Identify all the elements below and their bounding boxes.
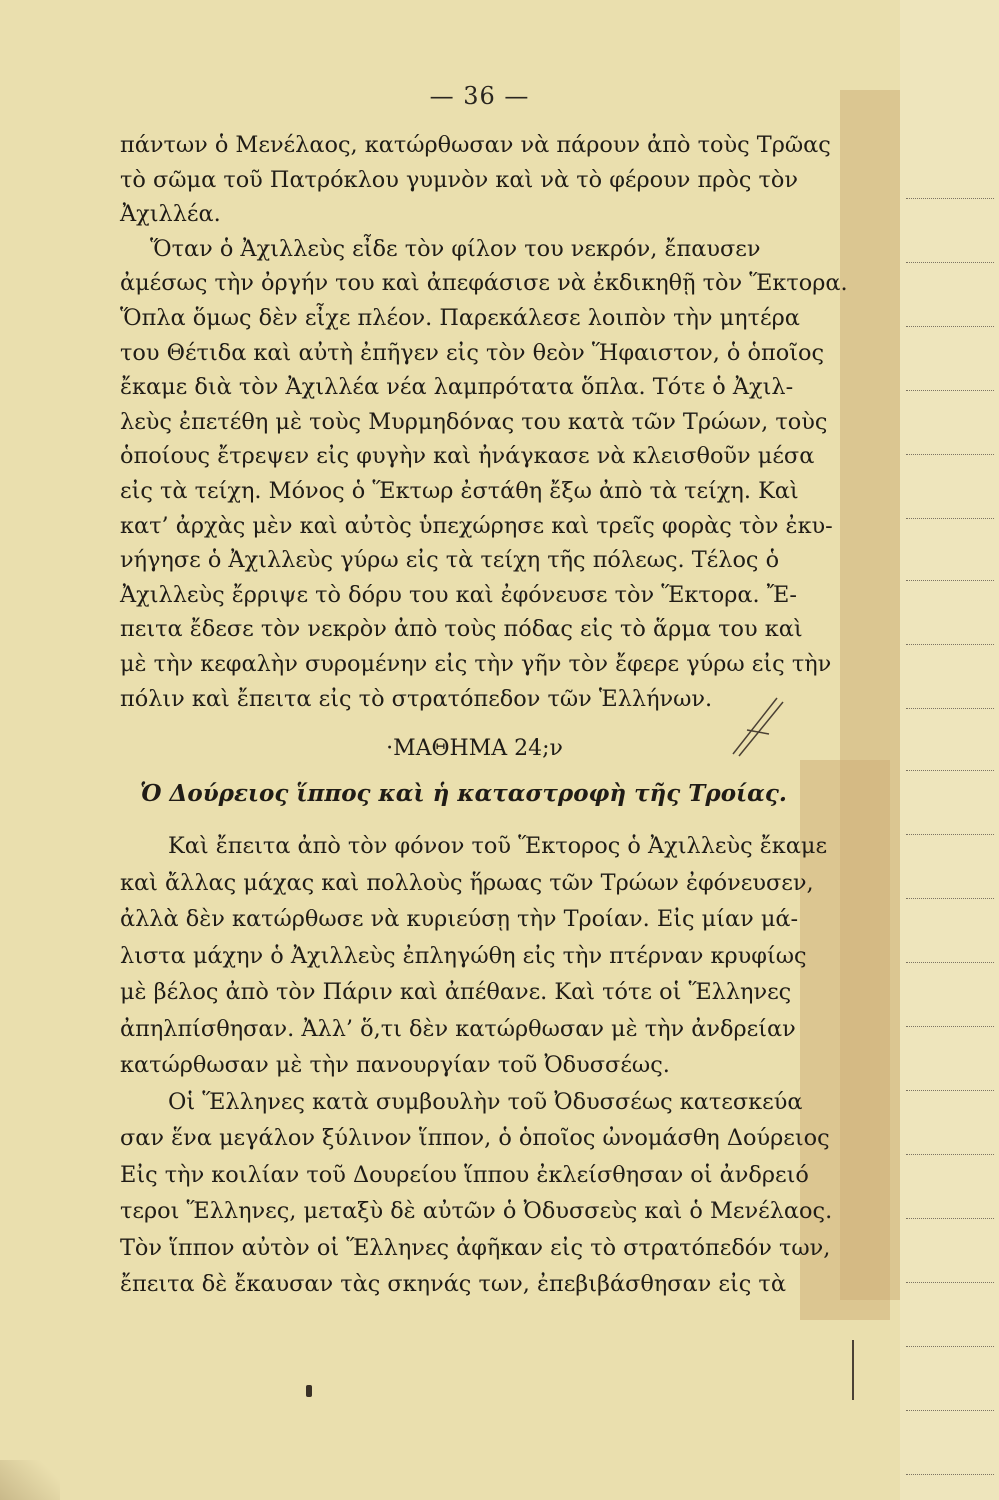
text-line: Ὅπλα ὅμως δὲν εἶχε πλέον. Παρεκάλεσε λοιπὸν τὴν μητέρα	[120, 304, 800, 331]
margin-dotted-line	[906, 708, 994, 709]
text-line: Ἀχιλλέα.	[120, 201, 221, 228]
text-line: Ἀχιλλεὺς ἔρριψε τὸ δόρυ του καὶ ἐφόνευσε τὸν Ἕκτορα. Ἔ-	[120, 581, 797, 608]
text-line: λεὺς ἐπετέθη μὲ τοὺς Μυρμηδόνας του κατὰ τῶν Τρώων, τοὺς	[120, 408, 828, 435]
margin-dotted-line	[906, 580, 994, 581]
text-line: σαν ἕνα μεγάλον ξύλινον ἵππον, ὁ ὁποῖος ὠνομάσθη Δούρειος	[120, 1125, 830, 1151]
lesson-title: Ὁ Δούρειος ἵππος καὶ ἡ καταστροφὴ τῆς Τροίας.	[140, 780, 787, 807]
text-line: λιστα μάχην ὁ Ἀχιλλεὺς ἐπληγώθη εἰς τὴν πτέρναν κρυφίως	[120, 942, 807, 969]
margin-dotted-line	[906, 454, 994, 455]
margin-dotted-line	[906, 262, 994, 263]
text-line: καὶ ἄλλας μάχας καὶ πολλοὺς ἥρωας τῶν Τρώων ἐφόνευσεν,	[120, 869, 814, 896]
text-line: Ὅταν ὁ Ἀχιλλεὺς εἶδε τὸν φίλον του νεκρόν, ἔπαυσεν	[150, 235, 761, 262]
lesson-heading-text: ·ΜΑΘΗΜΑ 24;ν	[386, 736, 563, 761]
text-line: κατώρθωσαν μὲ τὴν πανουργίαν τοῦ Ὀδυσσέως.	[120, 1052, 670, 1078]
page-number-text: — 36 —	[429, 82, 530, 110]
lesson-heading	[0, 736, 999, 761]
margin-dotted-line	[906, 898, 994, 899]
margin-dotted-line	[906, 1026, 994, 1027]
margin-dotted-line	[906, 644, 994, 645]
ink-mark	[306, 1385, 312, 1397]
margin-dotted-line	[906, 1154, 994, 1155]
margin-dotted-line	[906, 518, 994, 519]
text-line: Τὸν ἵππον αὐτὸν οἱ Ἕλληνες ἀφῆκαν εἰς τὸ στρατόπεδόν των,	[120, 1234, 831, 1261]
text-line: εἰς τὰ τείχη. Μόνος ὁ Ἕκτωρ ἐστάθη ἔξω ἀπὸ τὰ τείχη. Καὶ	[120, 477, 799, 504]
paragraph-bottom	[120, 828, 880, 1303]
margin-dotted-line	[906, 1218, 994, 1219]
text-line: ἔκαμε διὰ τὸν Ἀχιλλέα νέα λαμπρότατα ὅπλα. Τότε ὁ Ἀχιλ-	[120, 374, 794, 401]
text-line: του Θέτιδα καὶ αὐτὴ ἐπῆγεν εἰς τὸν θεὸν Ἥφαιστον, ὁ ὁποῖος	[120, 339, 825, 366]
text-line: πάντων ὁ Μενέλαος, κατώρθωσαν νὰ πάρουν ἀπὸ τοὺς Τρῶας	[120, 132, 831, 158]
text-line: κατ’ ἀρχὰς μὲν καὶ αὐτὸς ὑπεχώρησε καὶ τρεῖς φορὰς τὸν ἐκυ-	[120, 512, 833, 539]
text-line: πειτα ἔδεσε τὸν νεκρὸν ἀπὸ τοὺς πόδας εἰς τὸ ἅρμα του καὶ	[120, 616, 803, 643]
text-line: Οἱ Ἕλληνες κατὰ συμβουλὴν τοῦ Ὀδυσσέως κατεσκεύα	[168, 1088, 803, 1115]
margin-dotted-line	[906, 1090, 994, 1091]
text-line: Καὶ ἔπειτα ἀπὸ τὸν φόνον τοῦ Ἕκτορος ὁ Ἀχιλλεὺς ἔκαμε	[168, 833, 828, 859]
page-number	[0, 82, 999, 110]
text-line: νήγησε ὁ Ἀχιλλεὺς γύρω εἰς τὰ τείχη τῆς πόλεως. Τέλος ὁ	[120, 547, 780, 574]
margin-dotted-line	[906, 834, 994, 835]
margin-dotted-line	[906, 962, 994, 963]
vertical-ink-mark	[852, 1340, 854, 1400]
text-line: πόλιν καὶ ἔπειτα εἰς τὸ στρατόπεδον τῶν Ἑλλήνων.	[120, 685, 713, 712]
margin-dotted-line	[906, 770, 994, 771]
text-line: μὲ τὴν κεφαλὴν συρομένην εἰς τὴν γῆν τὸν ἔφερε γύρω εἰς τὴν	[120, 650, 832, 677]
text-line: μὲ βέλος ἀπὸ τὸν Πάριν καὶ ἀπέθανε. Καὶ τότε οἱ Ἕλληνες	[120, 979, 792, 1005]
text-line: ἀλλὰ δὲν κατώρθωσε νὰ κυριεύσῃ τὴν Τροίαν. Εἰς μίαν μά-	[120, 906, 799, 932]
paragraph-top	[120, 128, 880, 716]
text-line: ἀμέσως τὴν ὀργήν του καὶ ἀπεφάσισε νὰ ἐκδικηθῇ τὸν Ἕκτορα.	[120, 270, 848, 297]
margin-dotted-line	[906, 1282, 994, 1283]
margin-dotted-line	[906, 326, 994, 327]
corner-shadow	[0, 1460, 60, 1500]
margin-dotted-line	[906, 1474, 994, 1475]
margin-dotted-line	[906, 1346, 994, 1347]
text-line: τὸ σῶμα τοῦ Πατρόκλου γυμνὸν καὶ νὰ τὸ φέρουν πρὸς τὸν	[120, 166, 798, 193]
margin-dotted-line	[906, 390, 994, 391]
text-line: ἔπειτα δὲ ἔκαυσαν τὰς σκηνάς των, ἐπεβιβάσθησαν εἰς τὰ	[120, 1271, 786, 1297]
margin-dotted-line	[906, 198, 994, 199]
text-line: ἀπηλπίσθησαν. Ἀλλ’ ὅ,τι δὲν κατώρθωσαν μὲ τὴν ἀνδρείαν	[120, 1015, 796, 1042]
text-line: τεροι Ἕλληνες, μεταξὺ δὲ αὐτῶν ὁ Ὀδυσσεὺς καὶ ὁ Μενέλαος.	[120, 1198, 833, 1224]
text-line: Εἰς τὴν κοιλίαν τοῦ Δουρείου ἵππου ἐκλείσθησαν οἱ ἀνδρειό	[120, 1161, 809, 1188]
text-line: ὁποίους ἔτρεψεν εἰς φυγὴν καὶ ἠνάγκασε νὰ κλεισθοῦν μέσα	[120, 443, 815, 470]
margin-dotted-line	[906, 1410, 994, 1411]
